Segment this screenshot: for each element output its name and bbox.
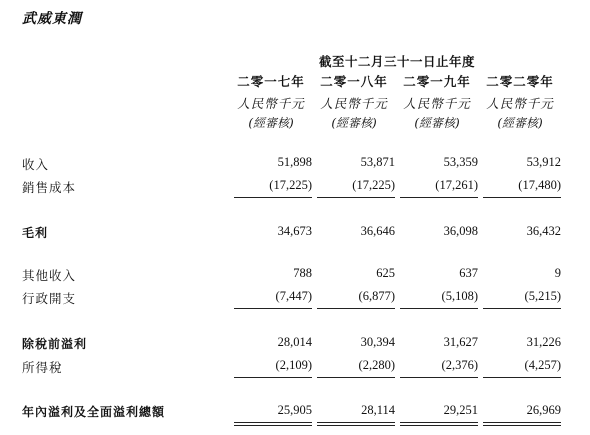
table-cell: (7,447) xyxy=(275,289,312,303)
table-cell: 28,114 xyxy=(361,403,395,417)
column-year: 二零一八年 xyxy=(320,74,388,89)
table-cell: (6,877) xyxy=(358,289,395,303)
underline xyxy=(234,197,312,198)
table-cell: (17,225) xyxy=(352,178,395,192)
table-cell: 53,359 xyxy=(443,155,478,169)
underline xyxy=(400,308,478,309)
double-underline xyxy=(400,422,478,426)
table-cell: (2,280) xyxy=(358,358,395,372)
row-label: 行政開支 xyxy=(22,291,77,306)
column-currency: 人民幣千元 xyxy=(486,96,554,111)
table-cell: 36,646 xyxy=(360,224,395,238)
column-audit-status: (經審核) xyxy=(331,116,377,130)
row-label: 毛利 xyxy=(22,226,49,240)
column-year: 二零一九年 xyxy=(403,74,471,89)
table-cell: 53,912 xyxy=(526,155,561,169)
table-cell: 9 xyxy=(554,266,561,280)
column-currency: 人民幣千元 xyxy=(403,96,471,111)
table-cell: 788 xyxy=(293,266,312,280)
row-label: 銷售成本 xyxy=(22,180,77,195)
period-header: 截至十二月三十一日止年度 xyxy=(318,54,475,69)
underline xyxy=(317,377,395,378)
column-audit-status: (經審核) xyxy=(497,116,543,130)
underline xyxy=(483,308,561,309)
row-label: 除稅前溢利 xyxy=(22,337,88,351)
row-label: 其他收入 xyxy=(22,268,77,283)
underline xyxy=(234,377,312,378)
column-year: 二零一七年 xyxy=(237,74,305,89)
table-cell: 625 xyxy=(376,266,395,280)
underline xyxy=(483,197,561,198)
double-underline xyxy=(317,422,395,426)
table-cell: 36,098 xyxy=(443,224,478,238)
underline xyxy=(317,197,395,198)
table-cell: 31,627 xyxy=(443,335,478,349)
underline xyxy=(400,197,478,198)
row-label: 所得稅 xyxy=(22,360,63,375)
column-audit-status: (經審核) xyxy=(414,116,460,130)
table-cell: 25,905 xyxy=(277,403,312,417)
column-currency: 人民幣千元 xyxy=(237,96,305,111)
column-audit-status: (經審核) xyxy=(248,116,294,130)
table-cell: 53,871 xyxy=(360,155,395,169)
underline xyxy=(483,377,561,378)
underline xyxy=(234,308,312,309)
table-cell: (5,215) xyxy=(524,289,561,303)
table-cell: (2,109) xyxy=(275,358,312,372)
table-cell: (17,480) xyxy=(518,178,561,192)
column-year: 二零二零年 xyxy=(486,74,554,89)
double-underline xyxy=(483,422,561,426)
row-label: 收入 xyxy=(22,157,50,172)
table-cell: 51,898 xyxy=(277,155,312,169)
table-cell: 36,432 xyxy=(526,224,561,238)
table-cell: (17,225) xyxy=(269,178,312,192)
underline xyxy=(400,377,478,378)
table-cell: 637 xyxy=(459,266,478,280)
table-cell: 34,673 xyxy=(277,224,312,238)
table-cell: 26,969 xyxy=(526,403,561,417)
row-label: 年內溢利及全面溢利總額 xyxy=(22,405,166,419)
table-cell: 30,394 xyxy=(360,335,395,349)
table-cell: 29,251 xyxy=(443,403,478,417)
column-currency: 人民幣千元 xyxy=(320,96,388,111)
table-cell: 31,226 xyxy=(526,335,561,349)
table-cell: (17,261) xyxy=(435,178,478,192)
table-cell: (2,376) xyxy=(441,358,478,372)
table-cell: 28,014 xyxy=(277,335,312,349)
section-title: 武威東潤 xyxy=(22,11,82,27)
underline xyxy=(317,308,395,309)
table-cell: (5,108) xyxy=(441,289,478,303)
double-underline xyxy=(234,422,312,426)
table-cell: (4,257) xyxy=(524,358,561,372)
